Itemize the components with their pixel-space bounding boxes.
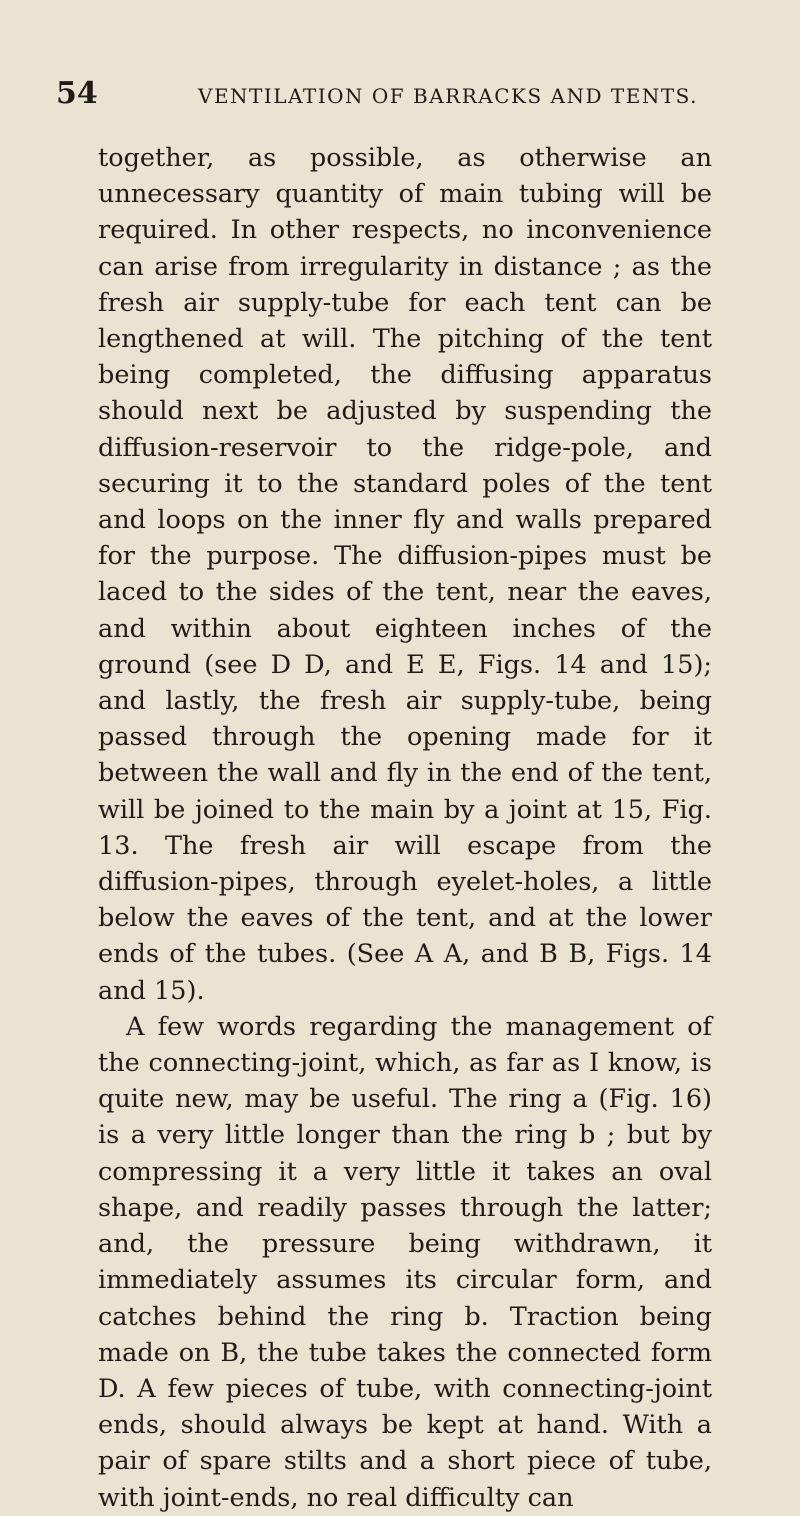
running-title: VENTILATION OF BARRACKS AND TENTS.: [198, 84, 699, 108]
paragraph-2: A few words regarding the management of the connecting-joint, which, as far as I know, is quite new, may be useful. The ring a (Fig. 16) is a very little longer than the ring b ; but by compressing it a very little it takes an oval shape, and readily passes through the latter; and, the pressure being withdrawn, it immediately assumes its circular form, and catches behind the ring b. Traction being made on B, the tube takes the connected form D. A few pieces of tube, with connecting-joint ends, should always be kept at hand. With a pair of spare stilts and a short piece of tube, with joint-ends, no real difficulty can: [98, 1011, 712, 1513]
book-page: [0, 76, 800, 1513]
page-number: 54: [56, 76, 98, 111]
paragraph-1: together, as possible, as otherwise an unnecessary quantity of main tubing will be required. In other respects, no inconvenience can arise from irregularity in distance ; as the fresh air supply-tube for each tent can be lengthened at will. The pitching of the tent being completed, the diffusing apparatus should next be adjusted by suspending the diffusion-reservoir to the ridge-pole, and securing it to the standard poles of the tent and loops on the inner fly and walls prepared for the purpose. The diffusion-pipes must be laced to the sides of the tent, near the eaves, and within about eighteen inches of the ground (see D D, and E E, Figs. 14 and 15); and lastly, the fresh air supply-tube, being passed through the opening made for it between the wall and fly in the end of the tent, will be joined to the main by a joint at 15, Fig. 13. The fresh air will escape from the diffusion-pipes, through eyelet-holes, a little below the eaves of the tent, and at the lower ends of the tubes. (See A A, and B B, Figs. 14 and 15).: [98, 143, 712, 1006]
running-header: [56, 76, 712, 140]
body-text: [98, 140, 712, 1516]
